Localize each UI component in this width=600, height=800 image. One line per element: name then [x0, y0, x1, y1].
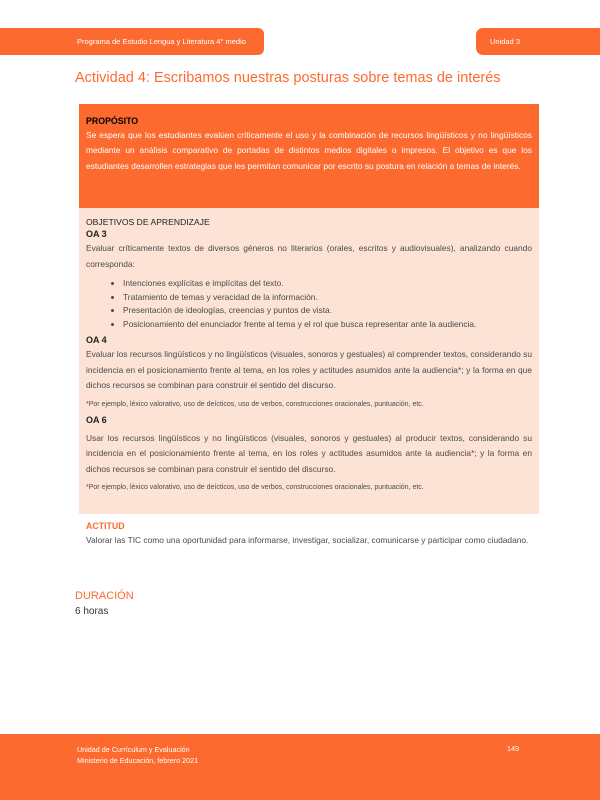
- header-unit-text: Unidad 3: [490, 37, 521, 46]
- oa4-text: Evaluar los recursos lingüísticos y no lingüísticos (visuales, sonoros y gestuales) al comprender textos, considerando su incidencia en el posicionamiento frente al tema, en los roles y actitudes asumidos ante la audiencia*; y la forma en que dichos recursos se combinan para construir el sentido del discurso.: [86, 349, 532, 390]
- purpose-heading: PROPÓSITO: [86, 116, 139, 126]
- list-item: • Intenciones explícitas e implícitas del texto.: [123, 277, 532, 291]
- attitude-heading: ACTITUD: [86, 521, 125, 531]
- oa6-label: OA 6: [86, 414, 107, 425]
- list-item: • Posicionamiento del enunciador frente al tema y el rol que busca representar ante la audiencia.: [123, 318, 532, 332]
- duration-value: 6 horas: [75, 606, 109, 617]
- oa3-label: OA 3: [86, 229, 107, 239]
- header-program-banner: [0, 28, 264, 55]
- footer-line-1: Unidad de Currículum y Evaluación: [77, 745, 190, 754]
- oa4-note: *Por ejemplo, léxico valorativo, uso de deícticos, uso de verbos, construcciones oracionales, puntuación, etc.: [86, 400, 424, 408]
- header-program-text: Programa de Estudio Lengua y Literatura 4° medio: [77, 37, 246, 46]
- page-title: Actividad 4: Escribamos nuestras posturas sobre temas de interés: [75, 70, 501, 86]
- footer-credits: [77, 744, 198, 766]
- header-unit-tab: [476, 28, 600, 55]
- objectives-heading: OBJETIVOS DE APRENDIZAJE: [86, 217, 210, 227]
- oa3-bullet-list: [86, 277, 532, 331]
- attitude-section: [79, 519, 539, 548]
- list-item: • Presentación de ideologías, creencias y puntos de vista.: [123, 304, 532, 318]
- purpose-box: [79, 104, 539, 208]
- duration-heading: DURACIÓN: [75, 590, 134, 602]
- page-footer: [0, 734, 600, 800]
- objectives-box: [79, 208, 539, 514]
- list-item: • Tratamiento de temas y veracidad de la información.: [123, 291, 532, 305]
- oa6-note: *Por ejemplo, léxico valorativo, uso de deícticos, uso de verbos, construcciones oracionales, puntuación, etc.: [86, 484, 424, 491]
- purpose-text: Se espera que los estudiantes evalúen críticamente el uso y la combinación de recursos lingüísticos y no lingüísticos mediante un análisis comparativo de portadas de distintos medios digitales o impresos. El objetivo es que los estudiantes desarrollen estrategias que les permitan comunicar por escrito su postura en relación a temas de interés.: [86, 130, 532, 171]
- footer-line-2: Ministerio de Educación, febrero 2021: [77, 756, 199, 765]
- oa6-text: Usar los recursos lingüísticos y no lingüísticos (visuales, sonoros y gestuales) al producir textos, considerando su incidencia en el posicionamiento frente al tema, en los roles y actitudes asumidos ante la audiencia*; y la forma en dichos recursos se combinan para construir el sentido del discurso.: [86, 432, 532, 474]
- oa4-label: OA 4: [86, 335, 107, 345]
- oa3-text: Evaluar críticamente textos de diversos géneros no literarios (orales, escritos y audiovisuales), analizando cuando corresponda:: [86, 243, 532, 269]
- attitude-text: Valorar las TIC como una oportunidad para informarse, investigar, socializar, comunicarse y participar como ciudadano.: [86, 535, 529, 545]
- page-number: 149: [507, 744, 519, 753]
